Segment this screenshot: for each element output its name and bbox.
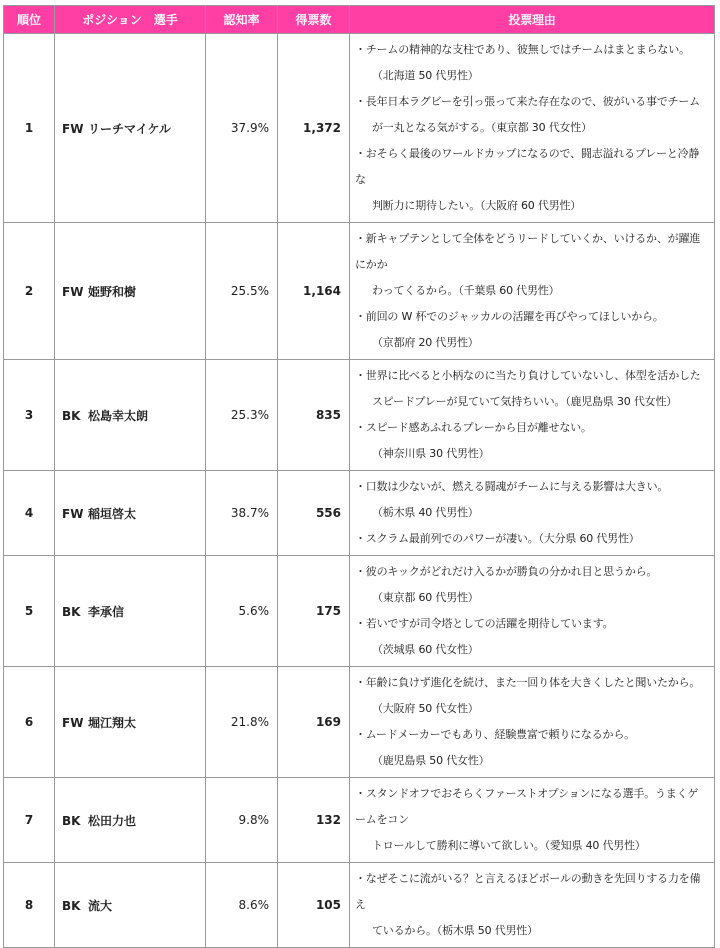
recognition-cell: 21.8% xyxy=(206,667,278,778)
votes-cell: 169 xyxy=(278,667,350,778)
reason-text: ・なぜそこに流がいる？と言えるほどボールの動きを先回りする力を備え xyxy=(355,872,701,911)
reason-source: （鹿児島県 50 代女性） xyxy=(372,754,490,767)
header-reasons: 投票理由 xyxy=(350,6,715,34)
position-label: FW xyxy=(62,284,84,299)
header-player: ポジション 選手 xyxy=(55,6,206,34)
reason-text: ・チームの精神的な支柱であり、彼無しではチームはまとまらない。 xyxy=(355,43,690,56)
header-rank: 順位 xyxy=(4,6,55,34)
reason-text: ・年齢に負けず進化を続け、また一回り体を大きくしたと聞いたから。 xyxy=(355,676,701,689)
player-cell xyxy=(55,223,206,360)
reason-text: ・おそらく最後のワールドカップになるので、闘志溢れるプレーと冷静な xyxy=(355,147,700,186)
recognition-cell: 38.7% xyxy=(206,471,278,556)
reason-source: わってくるから。（千葉県 60 代男性） xyxy=(372,284,560,297)
header-row xyxy=(4,6,715,34)
player-name: リーチマイケル xyxy=(88,121,171,136)
position-label: BK xyxy=(62,604,81,619)
reason-source: トロールして勝利に導いて欲しい。（愛知県 40 代男性） xyxy=(372,839,646,852)
reason-text: ・前回の W 杯でのジャッカルの活躍を再びやってほしいから。 xyxy=(355,310,664,323)
votes-cell: 132 xyxy=(278,778,350,863)
reason-source: （東京都 60 代男性） xyxy=(372,591,479,604)
recognition-cell: 37.9% xyxy=(206,34,278,223)
position-label: FW xyxy=(62,506,84,521)
player-name: 松島幸太朗 xyxy=(88,408,149,423)
recognition-cell: 25.5% xyxy=(206,223,278,360)
player-name: 李承信 xyxy=(88,604,125,619)
reason-text: ・スタンドオフでおそらくファーストオプションになる選手。うまくゲームをコン xyxy=(355,787,699,826)
rank-cell: 1 xyxy=(4,34,55,223)
position-label: BK xyxy=(62,408,81,423)
rank-cell: 8 xyxy=(4,863,55,948)
votes-cell: 105 xyxy=(278,863,350,948)
table-row xyxy=(4,34,715,223)
player-cell xyxy=(55,667,206,778)
reason-text: ・長年日本ラグビーを引っ張って来た存在なので、彼がいる事でチーム xyxy=(355,95,700,108)
votes-cell: 1,164 xyxy=(278,223,350,360)
reason-text: ・ムードメーカーでもあり、経験豊富で頼りになるから。 xyxy=(355,728,635,741)
votes-cell: 1,372 xyxy=(278,34,350,223)
header-votes: 得票数 xyxy=(278,6,350,34)
reason-text: ・スクラム最前列でのパワーが凄い。（大分県 60 代男性） xyxy=(355,532,640,545)
reason-text: ・若いですが司令塔としての活躍を期待しています。 xyxy=(355,617,614,630)
recognition-cell: 5.6% xyxy=(206,556,278,667)
table-row xyxy=(4,667,715,778)
player-cell xyxy=(55,778,206,863)
player-cell xyxy=(55,34,206,223)
reason-source: （京都府 20 代男性） xyxy=(372,336,479,349)
position-label: BK xyxy=(62,898,81,913)
table-row xyxy=(4,863,715,948)
reason-source: が一丸となる気がする。（東京都 30 代女性） xyxy=(372,121,592,134)
reasons-cell xyxy=(350,223,715,360)
rank-cell: 2 xyxy=(4,223,55,360)
table-row xyxy=(4,360,715,471)
player-name: 姫野和樹 xyxy=(88,284,137,299)
reason-source: ているから。（栃木県 50 代男性） xyxy=(372,924,538,937)
votes-cell: 175 xyxy=(278,556,350,667)
position-label: BK xyxy=(62,813,81,828)
player-cell xyxy=(55,863,206,948)
reasons-cell xyxy=(350,34,715,223)
position-label: FW xyxy=(62,715,84,730)
player-name: 堀江翔太 xyxy=(88,715,137,730)
reason-source: スピードプレーが見ていて気持ちいい。（鹿児島県 30 代女性） xyxy=(372,395,678,408)
rank-cell: 7 xyxy=(4,778,55,863)
player-cell xyxy=(55,471,206,556)
reason-source: （大阪府 50 代女性） xyxy=(372,702,479,715)
votes-cell: 835 xyxy=(278,360,350,471)
reason-source: （茨城県 60 代女性） xyxy=(372,643,479,656)
player-name: 稲垣啓太 xyxy=(88,506,137,521)
ranking-table xyxy=(3,5,715,948)
reason-text: ・スピード感あふれるプレーから目が離せない。 xyxy=(355,421,592,434)
reasons-cell xyxy=(350,360,715,471)
recognition-cell: 25.3% xyxy=(206,360,278,471)
reason-source: 判断力に期待したい。（大阪府 60 代男性） xyxy=(372,199,582,212)
table-row xyxy=(4,471,715,556)
table-row xyxy=(4,223,715,360)
player-cell xyxy=(55,556,206,667)
reasons-cell xyxy=(350,863,715,948)
position-label: FW xyxy=(62,121,84,136)
rank-cell: 4 xyxy=(4,471,55,556)
rank-cell: 3 xyxy=(4,360,55,471)
recognition-cell: 8.6% xyxy=(206,863,278,948)
reason-text: ・世界に比べると小柄なのに当たり負けしていないし、体型を活かした xyxy=(355,369,701,382)
reasons-cell xyxy=(350,471,715,556)
recognition-cell: 9.8% xyxy=(206,778,278,863)
reasons-cell xyxy=(350,778,715,863)
reason-source: （神奈川県 30 代男性） xyxy=(372,447,490,460)
table-body xyxy=(4,34,715,948)
reason-text: ・新キャプテンとして全体をどうリードしていくか、いけるか、が躍進にかか xyxy=(355,232,701,271)
rank-cell: 5 xyxy=(4,556,55,667)
reasons-cell xyxy=(350,556,715,667)
player-name: 流大 xyxy=(88,898,113,913)
table-row xyxy=(4,556,715,667)
reason-source: （北海道 50 代男性） xyxy=(372,69,479,82)
rank-cell: 6 xyxy=(4,667,55,778)
reasons-cell xyxy=(350,667,715,778)
player-name: 松田力也 xyxy=(88,813,137,828)
votes-cell: 556 xyxy=(278,471,350,556)
header-recognition: 認知率 xyxy=(206,6,278,34)
player-cell xyxy=(55,360,206,471)
table-row xyxy=(4,778,715,863)
reason-text: ・口数は少ないが、燃える闘魂がチームに与える影響は大きい。 xyxy=(355,480,669,493)
reason-source: （栃木県 40 代男性） xyxy=(372,506,479,519)
reason-text: ・彼のキックがどれだけ入るかが勝負の分かれ目と思うから。 xyxy=(355,565,658,578)
